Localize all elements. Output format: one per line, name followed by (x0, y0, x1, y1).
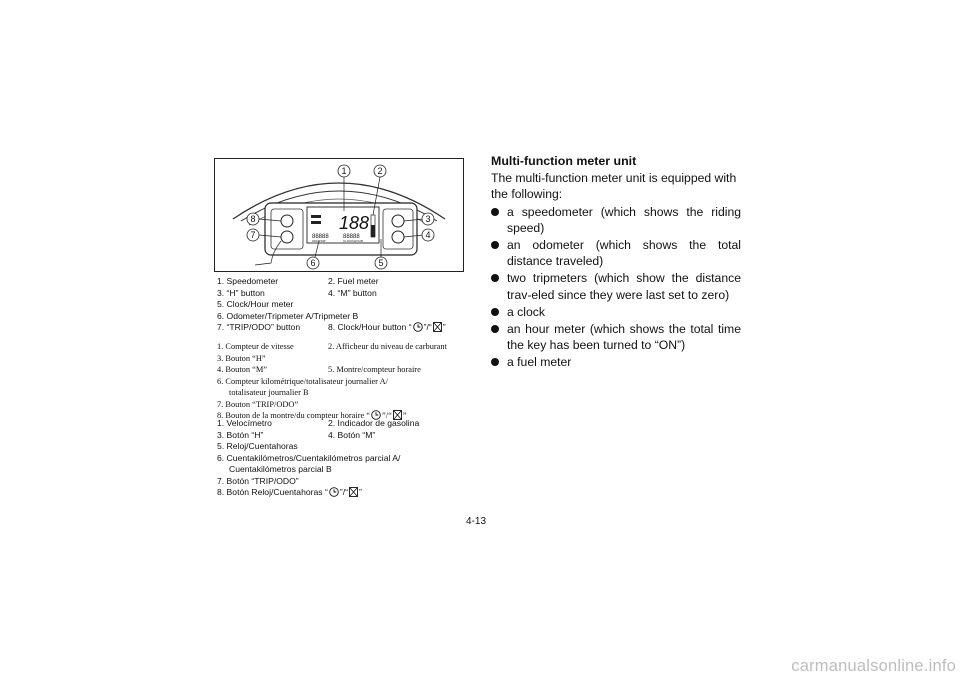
list-item: a speedometer (which shows the riding speed) (491, 204, 741, 236)
hourglass-icon (433, 322, 442, 336)
callout-8: 8 (250, 214, 256, 224)
bullet-icon (491, 325, 499, 333)
bullet-icon (491, 274, 499, 282)
callout-3: 3 (425, 214, 431, 224)
callout-4: 4 (425, 230, 431, 240)
callout-1: 1 (341, 166, 347, 176)
bullet-icon (491, 308, 499, 316)
lcd-speed-digits: 188 (339, 213, 370, 233)
watermark: carmanualsonline.info (791, 657, 956, 675)
lcd-text-right: CLOCK/HOUR (343, 239, 364, 243)
bullet-icon (491, 208, 499, 216)
list-item: two tripmeters (which show the distance trav-eled since they were last set to zero) (491, 270, 741, 302)
lcd-text-left: ODOTRIP (312, 239, 326, 243)
meter-illustration (214, 158, 464, 272)
captions-french: 1. Compteur de vitesse 2. Afficheur du niveau de carburant 3. Bouton “H” 4. Bouton “M” 5. Montre/compteur horaire 6. Compteur kilométrique/totalisateur journalier A/ totalisateur journalier B 7. Bouton “TRIP/ODO” 8. Bouton de la montre/du compteur horaire “ ”/“ ” (217, 341, 479, 424)
trip-odo-button-figure (281, 231, 293, 243)
section-heading: Multi-function meter unit (491, 154, 637, 168)
bullet-icon (491, 358, 499, 366)
lcd-small-left: 88888 (312, 234, 329, 240)
feature-list (491, 204, 741, 371)
list-item: a clock (491, 304, 741, 320)
section-intro: The multi-function meter unit is equipped with the following: (491, 171, 737, 202)
h-button-figure (281, 215, 293, 227)
lcd-small-right: 88888 (343, 234, 360, 240)
multi-function-meter-section (491, 153, 741, 371)
list-item: a fuel meter (491, 354, 741, 370)
callout-6: 6 (310, 258, 316, 268)
clock-icon (413, 322, 423, 336)
captions-spanish: 1. Velocímetro 2. Indicador de gasolina 3. Botón “H” 4. Botón “M” 5. Reloj/Cuentahoras 6. Cuentakilómetros/Cuentakilómetros parcial A/ Cuentakilómetros parcial B 7. Botón “TRIP/ODO” 8. Botón Reloj/Cuentahoras “ ”/“ ” (217, 418, 479, 501)
list-item: an odometer (which shows the total distance traveled) (491, 237, 741, 269)
captions-english: 1. Speedometer 2. Fuel meter 3. “H” button 4. “M” button 5. Clock/Hour meter 6. Odometer/Tripmeter A/Tripmeter B 7. “TRIP/ODO” button 8. Clock/Hour button “ ”/“ ” (217, 276, 479, 336)
clock-icon (329, 487, 339, 501)
page-number: 4-13 (466, 516, 487, 527)
list-item: an hour meter (which shows the total time the key has been turned to “ON”) (491, 321, 741, 353)
callout-5: 5 (378, 258, 384, 268)
callout-7: 7 (250, 230, 256, 240)
bullet-icon (491, 241, 499, 249)
callout-2: 2 (377, 166, 383, 176)
hourglass-icon (349, 487, 358, 501)
